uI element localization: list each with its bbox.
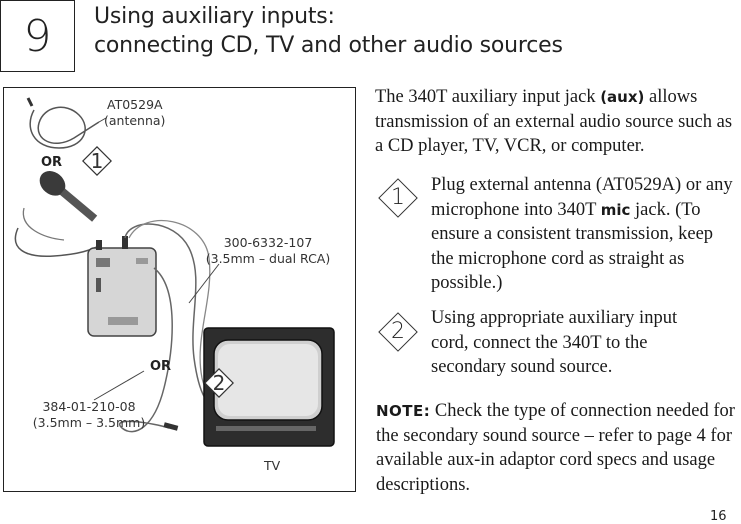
antenna-wire	[30, 107, 99, 148]
bodypack-transmitter	[88, 236, 156, 336]
leader-cable-b	[94, 371, 144, 400]
microphone-cord	[15, 228, 99, 256]
step-1-marker	[378, 178, 418, 218]
or-label-bottom: OR	[150, 359, 172, 374]
mic-keyword: mic	[600, 200, 631, 219]
step-2-marker	[378, 312, 418, 352]
note-label: NOTE:	[376, 402, 431, 420]
cable-b-part-number: 384-01-210-08	[42, 399, 136, 414]
intro-paragraph	[375, 85, 737, 159]
antenna-label-desc: (antenna)	[104, 113, 166, 128]
callout-1-label: 1	[90, 149, 104, 173]
step-1-text	[431, 173, 739, 296]
step-number-badge: 9	[0, 0, 75, 72]
or-label-top: OR	[41, 155, 63, 170]
connection-illustration	[3, 87, 356, 492]
connection-drawing	[4, 88, 356, 492]
page-number: 16	[710, 509, 727, 524]
note-paragraph	[376, 399, 738, 497]
note-text: Check the type of connection needed for the secondary sound source – refer to page 4 for available aux-in adaptor cord specs and usage descriptions.	[376, 401, 735, 495]
tv-label: TV	[264, 458, 281, 473]
callout-2-label: 2	[212, 371, 226, 395]
step-1-text-continued: jack. (To ensure a consistent transmission, keep the microphone cord as straight as possible.)	[431, 199, 714, 293]
step-2-number: 2	[391, 319, 405, 344]
microphone	[35, 166, 102, 227]
intro-text: The 340T auxiliary input jack	[375, 87, 601, 107]
page-title-line-2: connecting CD, TV and other audio sources	[94, 33, 563, 58]
step-2-text: Using appropriate auxiliary input cord, connect the 340T to the secondary sound source.	[431, 308, 678, 377]
antenna-label-part: AT0529A	[107, 97, 163, 112]
step-1-text-part: Plug external antenna (AT0529A) or any microphone into 340T	[431, 175, 733, 220]
antenna-plug	[28, 98, 32, 106]
cable-a-part-number: 300-6332-107	[223, 235, 313, 250]
page-title-line-1: Using auxiliary inputs:	[94, 4, 335, 29]
intro-text-continued: allows transmission of an external audio source such as a CD player, TV, VCR, or computer.	[375, 87, 733, 156]
cable-b-description: (3.5mm – 3.5mm)	[32, 415, 146, 430]
aux-keyword: (aux)	[600, 88, 645, 106]
leader-cable-a	[189, 264, 219, 303]
cable-a-description: (3.5mm – dual RCA)	[205, 251, 331, 266]
step-1-number: 1	[391, 185, 405, 210]
